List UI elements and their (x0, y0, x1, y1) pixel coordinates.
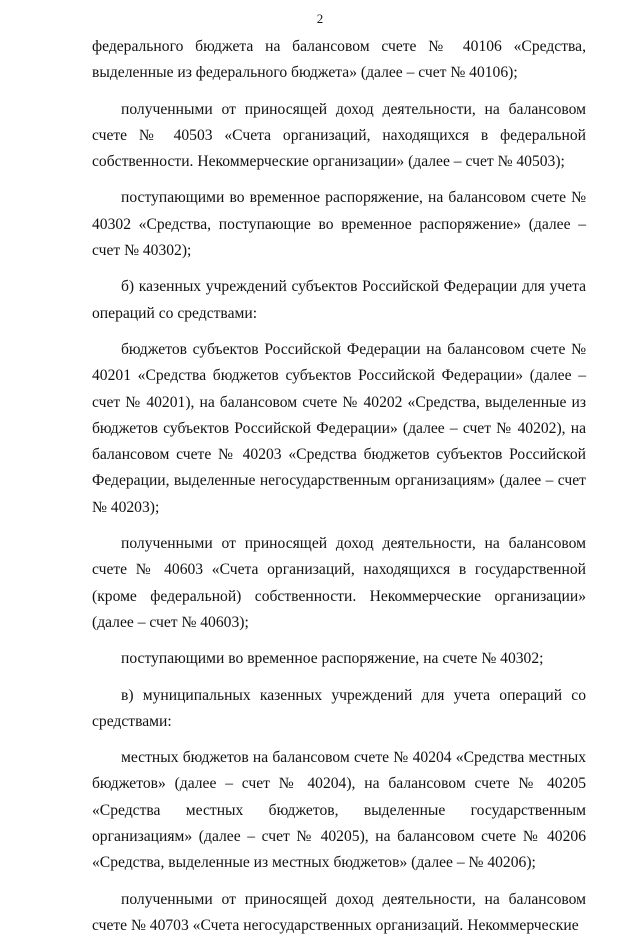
paragraph-5: бюджетов субъектов Российской Федерации на балансовом счете № 40201 «Средства бюджетов субъектов Российской Федерации» (далее – счет № 40201), на балансовом счете № 40202 «Средства, выделенные из бюджетов субъектов Российской Федерации» (далее – счет № 40202), на балансовом счете № 40203 «Средства бюджетов субъектов Российской Федерации, выделенные негосударственным организациям» (далее – счет № 40203); (92, 340, 586, 516)
paragraph-6: полученными от приносящей доход деятельности, на балансовом счете № 40603 «Счета организаций, находящихся в государственной (кроме федеральной) собственности. Некоммерческие организации» (далее – счет № 40603); (92, 535, 586, 631)
paragraph-9: местных бюджетов на балансовом счете № 40204 «Средства местных бюджетов» (далее – счет № 40204), на балансовом счете № 40205 «Средства местных бюджетов, выделенные государственным организациям» (далее – счет № 40205), на балансовом счете № 40206 «Средства, выделенные из местных бюджетов» (далее – № 40206); (92, 749, 586, 872)
paragraph-10: полученными от приносящей доход деятельности, на балансовом счете № 40703 «Счета негосударственных организаций. Некоммерческие (92, 890, 586, 934)
paragraph-1: федерального бюджета на балансовом счете № 40106 «Средства, выделенные из федерального бюджета» (далее – счет № 40106); (92, 38, 586, 82)
paragraph-3: поступающими во временное распоряжение, на балансовом счете № 40302 «Средства, поступающие во временное распоряжение» (далее – счет № 40302); (92, 189, 586, 260)
document-body (92, 34, 586, 949)
paragraph-8: в) муниципальных казенных учреждений для учета операций со средствами: (92, 686, 586, 730)
paragraph-7: поступающими во временное распоряжение, на счете № 40302; (121, 650, 544, 668)
paragraph-2: полученными от приносящей доход деятельности, на балансовом счете № 40503 «Счета организаций, находящихся в федеральной собственности. Некоммерческие организации» (далее – счет № 40503); (92, 100, 586, 171)
page-number: 2 (316, 11, 324, 26)
paragraph-4: б) казенных учреждений субъектов Российской Федерации для учета операций со средствами: (92, 278, 586, 322)
